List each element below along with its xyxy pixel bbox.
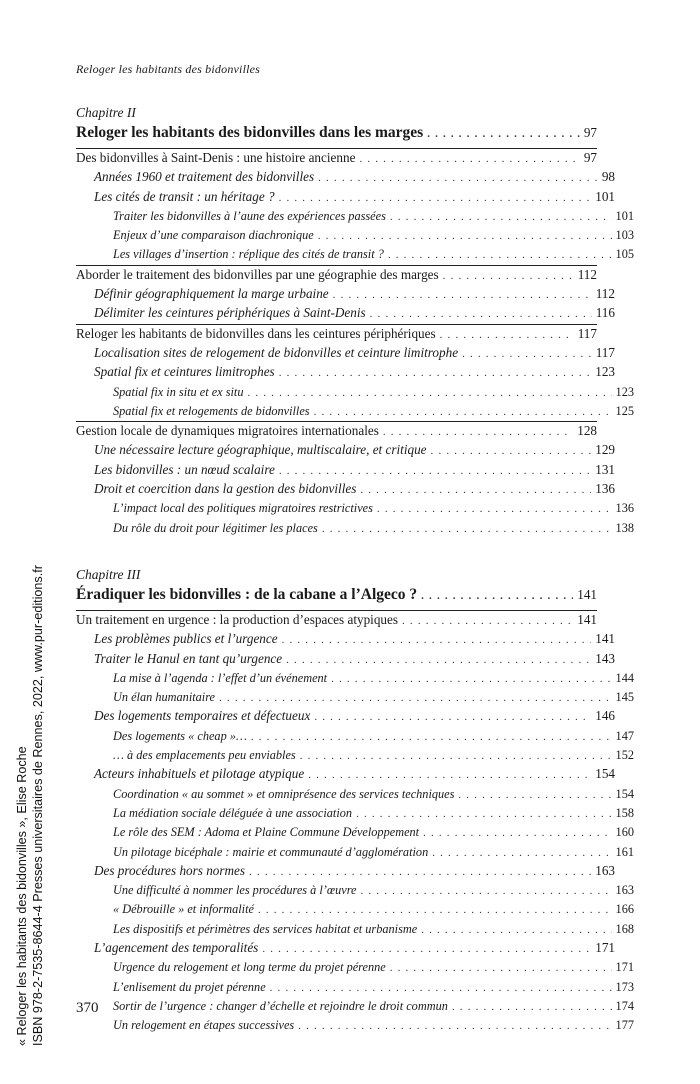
- toc-entry-page: 136: [615, 501, 634, 516]
- toc-entry-text: L’enlisement du projet pérenne: [113, 979, 266, 994]
- toc-entry-level-3: [76, 207, 634, 226]
- dot-leader: [286, 651, 591, 669]
- toc-entry-level-1: [76, 422, 597, 441]
- dot-leader: [333, 286, 592, 304]
- toc-entry-text: Les bidonvilles : un nœud scalaire: [94, 461, 275, 477]
- chapter-title-page: 141: [577, 586, 597, 602]
- side-note-line-2: ISBN 978-2-7535-8644-4 Presses universitaires de Rennes, 2022, www.pur-editions.fr: [31, 565, 45, 1046]
- toc-entry-text: Spatial fix et ceintures limitrophes: [94, 364, 275, 380]
- dot-leader: [258, 901, 612, 919]
- toc-entry-page: 173: [615, 979, 634, 994]
- toc-entry-text: Années 1960 et traitement des bidonvilles: [94, 169, 315, 185]
- toc-entry-level-3: [76, 245, 634, 264]
- toc-entry-page: 129: [595, 442, 615, 458]
- toc-entry-text: Les villages d’insertion : réplique des cités de transit ?: [113, 247, 384, 262]
- toc-entry-text: Gestion locale de dynamiques migratoires internationales: [76, 423, 379, 439]
- toc-entry-level-3: [76, 226, 634, 245]
- dot-leader: [431, 442, 592, 460]
- toc-entry-level-3: [76, 519, 634, 538]
- toc-entry-text: Un relogement en étapes successives: [113, 1018, 295, 1033]
- toc-entry-text: Le rôle des SEM : Adoma et Plaine Commune Développement: [113, 825, 420, 840]
- toc-entry-page: 116: [595, 305, 615, 321]
- toc-entry-text: Une difficulté à nommer les procédures à l’œuvre: [113, 883, 357, 898]
- toc-entry-text: Enjeux d’une comparaison diachronique: [113, 228, 314, 243]
- dot-leader: [314, 403, 612, 421]
- toc-entry-page: 128: [577, 423, 597, 439]
- dot-leader: [279, 364, 592, 382]
- dot-leader: [377, 500, 612, 518]
- toc-entry-text: … à des emplacements peu enviables: [113, 748, 296, 763]
- toc-entry-text: Coordination « au sommet » et omniprésence des services techniques: [113, 786, 455, 801]
- dot-leader: [262, 940, 591, 958]
- running-head: Reloger les habitants des bidonvilles: [76, 62, 261, 76]
- toc-entry-text: Les dispositifs et périmètres des services habitat et urbanisme: [113, 921, 418, 936]
- dot-leader: [314, 708, 591, 726]
- chapter-label: Chapitre III: [76, 566, 141, 582]
- toc-entry-level-2: [76, 363, 615, 382]
- toc-entry-page: 177: [615, 1018, 634, 1033]
- toc-entry-level-3: [76, 881, 634, 900]
- dot-leader: [298, 1017, 611, 1035]
- toc-entry-level-3: [76, 669, 634, 688]
- toc-entry-page: 147: [615, 728, 634, 743]
- dot-leader: [247, 384, 611, 402]
- toc-entry-page: 112: [595, 286, 615, 302]
- toc-entry-page: 171: [595, 939, 615, 955]
- toc-entry-page: 117: [595, 344, 615, 360]
- toc-entry-page: 117: [577, 325, 597, 341]
- toc-entry-text: Localisation sites de relogement de bidonvilles et ceinture limitrophe: [94, 344, 459, 360]
- toc-entry-level-2: [76, 285, 615, 304]
- toc-entry-level-3: [76, 823, 634, 842]
- toc-entry-level-3: [76, 383, 634, 402]
- toc-entry-level-3: [76, 843, 634, 862]
- table-of-contents: [76, 104, 634, 1063]
- dot-leader: [356, 805, 611, 823]
- toc-entry-level-2: [76, 188, 615, 207]
- toc-entry-level-1: [76, 325, 597, 344]
- toc-entry-text: Des logements « cheap »…: [113, 728, 247, 743]
- copyright-side-note: [14, 565, 46, 1046]
- toc-entry-page: 154: [615, 786, 634, 801]
- chapter-title: Éradiquer les bidonvilles : de la cabane a l’Algeco ?: [76, 585, 418, 603]
- dot-leader: [219, 689, 612, 707]
- toc-entry-text: Droit et coercition dans la gestion des bidonvilles: [94, 481, 357, 497]
- dot-leader: [462, 345, 592, 363]
- dot-leader: [331, 670, 611, 688]
- dot-leader: [322, 520, 612, 538]
- dot-leader: [432, 844, 611, 862]
- toc-entry-text: Traiter le Hanul en tant qu’urgence: [94, 650, 283, 666]
- toc-entry-text: Reloger les habitants de bidonvilles dans les ceintures périphériques: [76, 325, 436, 341]
- dot-leader: [270, 979, 612, 997]
- dot-leader: [440, 326, 574, 344]
- dot-leader: [390, 959, 612, 977]
- dot-leader: [279, 462, 591, 480]
- toc-entry-level-3: [76, 997, 634, 1016]
- toc-entry-page: 163: [615, 883, 634, 898]
- toc-entry-level-2: [76, 765, 615, 784]
- dot-leader: [390, 208, 612, 226]
- toc-entry-page: 125: [615, 403, 634, 418]
- dot-leader: [421, 585, 573, 607]
- toc-entry-page: 152: [615, 748, 634, 763]
- dot-leader: [388, 246, 612, 264]
- toc-entry-page: 166: [615, 902, 634, 917]
- toc-entry-page: 163: [595, 862, 615, 878]
- toc-entry-level-3: [76, 785, 634, 804]
- dot-leader: [427, 123, 580, 145]
- chapter-title-page: 97: [583, 125, 597, 140]
- toc-entry-text: L’impact local des politiques migratoires restrictives: [113, 501, 373, 516]
- toc-entry-page: 145: [615, 690, 634, 705]
- toc-entry-page: 141: [595, 631, 615, 647]
- dot-leader: [251, 728, 612, 746]
- toc-entry-page: 123: [615, 384, 634, 399]
- dot-leader: [443, 267, 574, 285]
- toc-entry-level-2: [76, 461, 615, 480]
- page-number: 370: [76, 1000, 99, 1016]
- toc-entry-text: Spatial fix in situ et ex situ: [113, 384, 244, 399]
- toc-entry-level-3: [76, 499, 634, 518]
- toc-entry-page: 141: [577, 611, 597, 627]
- dot-leader: [383, 423, 573, 441]
- toc-entry-page: 171: [615, 960, 634, 975]
- toc-entry-level-3: [76, 900, 634, 919]
- dot-leader: [308, 766, 591, 784]
- toc-entry-page: 158: [615, 805, 634, 820]
- toc-entry-page: 146: [595, 708, 615, 724]
- toc-entry-page: 105: [615, 247, 634, 262]
- dot-leader: [423, 824, 611, 842]
- toc-entry-level-1: [76, 611, 597, 630]
- toc-entry-level-2: [76, 168, 615, 187]
- toc-entry-level-2: [76, 650, 615, 669]
- toc-entry-level-2: [76, 304, 615, 323]
- toc-entry-text: Aborder le traitement des bidonvilles par une géographie des marges: [76, 266, 439, 282]
- toc-entry-page: 143: [595, 650, 615, 666]
- toc-entry-text: « Débrouille » et informalité: [113, 902, 254, 917]
- toc-entry-level-3: [76, 727, 634, 746]
- toc-entry-text: Traiter les bidonvilles à l’aune des expériences passées: [113, 208, 386, 223]
- toc-entry-page: 161: [615, 844, 634, 859]
- chapter-title: Reloger les habitants des bidonvilles dans les marges: [76, 124, 424, 141]
- dot-leader: [458, 786, 611, 804]
- toc-entry-level-2: [76, 939, 615, 958]
- toc-entry-text: Un pilotage bicéphale : mairie et communauté d’agglomération: [113, 844, 429, 859]
- toc-entry-level-3: [76, 804, 634, 823]
- toc-entry-level-3: [76, 688, 634, 707]
- chapter-section: [76, 566, 634, 1036]
- toc-entry-text: Une nécessaire lecture géographique, multiscalaire, et critique: [94, 442, 427, 458]
- toc-entry-text: Du rôle du droit pour légitimer les places: [113, 520, 318, 535]
- toc-entry-page: 131: [595, 461, 615, 477]
- toc-entry-text: Acteurs inhabituels et pilotage atypique: [94, 766, 305, 782]
- toc-entry-page: 144: [615, 670, 634, 685]
- toc-entry-page: 154: [595, 766, 615, 782]
- toc-entry-page: 174: [615, 998, 634, 1013]
- chapter-section: [76, 104, 634, 538]
- dot-leader: [360, 481, 591, 499]
- toc-entry-level-2: [76, 441, 615, 460]
- toc-entry-level-1: [76, 266, 597, 285]
- toc-entry-level-3: [76, 958, 634, 977]
- toc-entry-text: Délimiter les ceintures périphériques à Saint-Denis: [94, 305, 366, 321]
- toc-entry-level-3: [76, 1016, 634, 1035]
- toc-entry-page: 98: [601, 169, 615, 185]
- toc-entry-page: 112: [577, 266, 597, 282]
- dot-leader: [279, 189, 592, 207]
- dot-leader: [249, 863, 591, 881]
- toc-entry-page: 138: [615, 520, 634, 535]
- chapter-label: Chapitre II: [76, 105, 136, 120]
- dot-leader: [452, 998, 612, 1016]
- toc-entry-text: Des logements temporaires et défectueux: [94, 708, 311, 724]
- toc-entry-text: Un traitement en urgence : la production d’espaces atypiques: [76, 611, 399, 627]
- dot-leader: [402, 612, 573, 630]
- dot-leader: [361, 882, 612, 900]
- toc-entry-level-3: [76, 746, 634, 765]
- dot-leader: [370, 305, 592, 323]
- toc-entry-level-2: [76, 630, 615, 649]
- toc-entry-page: 101: [595, 188, 615, 204]
- toc-entry-level-1: [76, 149, 597, 168]
- toc-entry-text: L’agencement des temporalités: [94, 939, 259, 955]
- toc-entry-page: 123: [595, 364, 615, 380]
- toc-entry-page: 103: [615, 228, 634, 243]
- side-note-line-1: « Reloger les habitants des bidonvilles », Elise Roche: [15, 746, 29, 1046]
- dot-leader: [300, 747, 612, 765]
- toc-entry-level-2: [76, 480, 615, 499]
- toc-entry-page: 101: [615, 208, 634, 223]
- dot-leader: [282, 631, 592, 649]
- chapter-title-row: [76, 584, 597, 610]
- toc-entry-text: Définir géographiquement la marge urbaine: [94, 286, 329, 302]
- toc-entry-text: Les cités de transit : un héritage ?: [94, 188, 275, 204]
- toc-entry-text: Un élan humanitaire: [113, 690, 216, 705]
- toc-entry-text: Urgence du relogement et long terme du projet pérenne: [113, 960, 386, 975]
- toc-entry-level-3: [76, 978, 634, 997]
- toc-entry-level-2: [76, 707, 615, 726]
- toc-entry-text: Des bidonvilles à Saint-Denis : une histoire ancienne: [76, 150, 356, 165]
- dot-leader: [318, 169, 598, 187]
- toc-entry-level-3: [76, 920, 634, 939]
- dot-leader: [421, 921, 611, 939]
- toc-entry-text: La mise à l’agenda : l’effet d’un événement: [113, 670, 328, 685]
- toc-entry-text: La médiation sociale déléguée à une association: [113, 805, 353, 820]
- toc-entry-page: 168: [615, 921, 634, 936]
- toc-entry-level-3: [76, 402, 634, 421]
- chapter-title-row: [76, 122, 597, 148]
- dot-leader: [359, 150, 579, 168]
- toc-entry-text: Des procédures hors normes: [94, 862, 246, 878]
- toc-entry-level-2: [76, 344, 615, 363]
- toc-entry-text: Sortir de l’urgence : changer d’échelle et rejoindre le droit commun: [113, 998, 448, 1013]
- dot-leader: [318, 227, 612, 245]
- toc-entry-text: Spatial fix et relogements de bidonvilles: [113, 403, 310, 418]
- toc-entry-page: 97: [583, 150, 597, 165]
- toc-entry-page: 136: [595, 481, 615, 497]
- toc-entry-page: 160: [615, 825, 634, 840]
- toc-entry-text: Les problèmes publics et l’urgence: [94, 631, 278, 647]
- toc-entry-level-2: [76, 862, 615, 881]
